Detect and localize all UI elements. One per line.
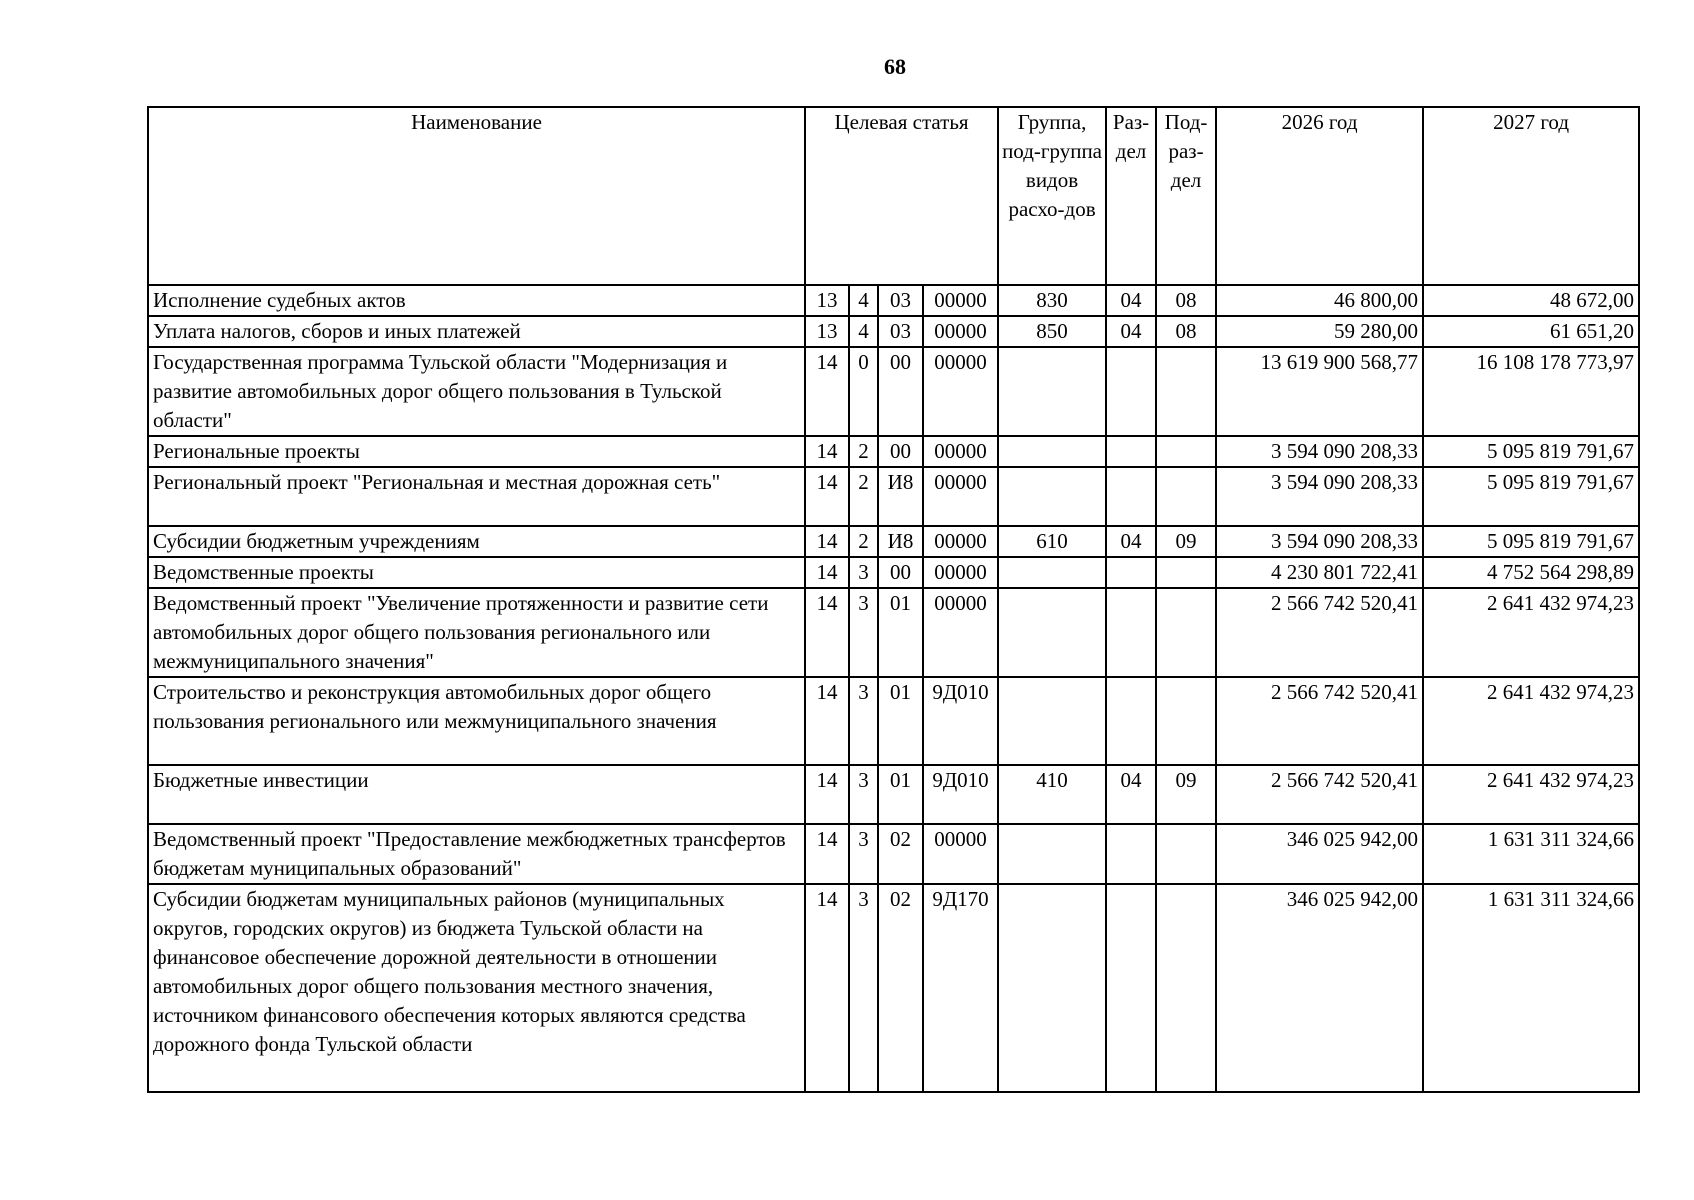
cell-subsection: 09 bbox=[1156, 765, 1216, 824]
cell-code-subprogram: 2 bbox=[849, 526, 878, 557]
cell-code-subprogram: 3 bbox=[849, 765, 878, 824]
cell-code-program: 14 bbox=[805, 588, 849, 677]
cell-amount-2027: 1 631 311 324,66 bbox=[1423, 884, 1639, 1092]
cell-amount-2027: 5 095 819 791,67 bbox=[1423, 467, 1639, 526]
cell-code-program: 14 bbox=[805, 526, 849, 557]
table-row bbox=[148, 526, 1639, 557]
cell-amount-2026: 346 025 942,00 bbox=[1216, 884, 1423, 1092]
cell-amount-2027: 61 651,20 bbox=[1423, 316, 1639, 347]
cell-name: Уплата налогов, сборов и иных платежей bbox=[148, 316, 805, 347]
cell-group bbox=[998, 557, 1106, 588]
cell-section bbox=[1106, 884, 1156, 1092]
table-row bbox=[148, 765, 1639, 824]
cell-group bbox=[998, 588, 1106, 677]
cell-code-program: 13 bbox=[805, 285, 849, 316]
cell-code-subprogram: 3 bbox=[849, 677, 878, 765]
cell-name: Ведомственные проекты bbox=[148, 557, 805, 588]
cell-subsection bbox=[1156, 347, 1216, 436]
cell-code-direction: 9Д010 bbox=[923, 765, 998, 824]
cell-amount-2026: 4 230 801 722,41 bbox=[1216, 557, 1423, 588]
cell-code-event: И8 bbox=[878, 526, 923, 557]
cell-amount-2027: 5 095 819 791,67 bbox=[1423, 526, 1639, 557]
cell-subsection: 08 bbox=[1156, 285, 1216, 316]
cell-code-direction: 00000 bbox=[923, 824, 998, 884]
cell-code-subprogram: 3 bbox=[849, 557, 878, 588]
cell-subsection bbox=[1156, 436, 1216, 467]
cell-amount-2026: 13 619 900 568,77 bbox=[1216, 347, 1423, 436]
header-name: Наименование bbox=[148, 107, 805, 285]
cell-section: 04 bbox=[1106, 526, 1156, 557]
cell-code-direction: 00000 bbox=[923, 526, 998, 557]
header-row bbox=[148, 107, 1639, 285]
cell-code-event: 02 bbox=[878, 884, 923, 1092]
cell-amount-2026: 2 566 742 520,41 bbox=[1216, 588, 1423, 677]
cell-amount-2026: 3 594 090 208,33 bbox=[1216, 436, 1423, 467]
table-row bbox=[148, 588, 1639, 677]
cell-code-event: 03 bbox=[878, 316, 923, 347]
cell-amount-2026: 59 280,00 bbox=[1216, 316, 1423, 347]
cell-code-subprogram: 3 bbox=[849, 824, 878, 884]
cell-code-direction: 00000 bbox=[923, 467, 998, 526]
cell-name: Исполнение судебных актов bbox=[148, 285, 805, 316]
cell-section bbox=[1106, 347, 1156, 436]
cell-subsection: 08 bbox=[1156, 316, 1216, 347]
cell-code-direction: 00000 bbox=[923, 316, 998, 347]
cell-amount-2026: 2 566 742 520,41 bbox=[1216, 765, 1423, 824]
cell-code-direction: 00000 bbox=[923, 588, 998, 677]
header-group: Группа, под-группа видов расхо-дов bbox=[998, 107, 1106, 285]
table-row bbox=[148, 557, 1639, 588]
cell-name: Региональные проекты bbox=[148, 436, 805, 467]
cell-name: Бюджетные инвестиции bbox=[148, 765, 805, 824]
cell-code-direction: 00000 bbox=[923, 347, 998, 436]
cell-group bbox=[998, 436, 1106, 467]
cell-code-subprogram: 0 bbox=[849, 347, 878, 436]
cell-group bbox=[998, 677, 1106, 765]
cell-group bbox=[998, 347, 1106, 436]
cell-code-event: 00 bbox=[878, 557, 923, 588]
cell-name: Строительство и реконструкция автомобильных дорог общего пользования регионального или межмуниципального значения bbox=[148, 677, 805, 765]
cell-amount-2027: 2 641 432 974,23 bbox=[1423, 765, 1639, 824]
cell-section bbox=[1106, 436, 1156, 467]
table-row bbox=[148, 677, 1639, 765]
cell-group: 850 bbox=[998, 316, 1106, 347]
table-row bbox=[148, 467, 1639, 526]
cell-code-program: 14 bbox=[805, 557, 849, 588]
cell-section bbox=[1106, 467, 1156, 526]
cell-subsection bbox=[1156, 588, 1216, 677]
page-number: 68 bbox=[884, 54, 906, 79]
cell-group: 610 bbox=[998, 526, 1106, 557]
cell-subsection bbox=[1156, 467, 1216, 526]
cell-code-subprogram: 3 bbox=[849, 588, 878, 677]
cell-code-direction: 00000 bbox=[923, 557, 998, 588]
cell-code-subprogram: 4 bbox=[849, 285, 878, 316]
table-row bbox=[148, 436, 1639, 467]
cell-section bbox=[1106, 824, 1156, 884]
cell-group bbox=[998, 824, 1106, 884]
cell-amount-2027: 48 672,00 bbox=[1423, 285, 1639, 316]
header-target-article: Целевая статья bbox=[805, 107, 998, 285]
cell-amount-2026: 3 594 090 208,33 bbox=[1216, 467, 1423, 526]
table-row bbox=[148, 884, 1639, 1092]
table-row bbox=[148, 824, 1639, 884]
cell-code-event: 01 bbox=[878, 588, 923, 677]
cell-code-event: 00 bbox=[878, 347, 923, 436]
table-row bbox=[148, 285, 1639, 316]
cell-code-subprogram: 2 bbox=[849, 436, 878, 467]
cell-subsection bbox=[1156, 677, 1216, 765]
cell-amount-2027: 5 095 819 791,67 bbox=[1423, 436, 1639, 467]
cell-section bbox=[1106, 677, 1156, 765]
cell-section bbox=[1106, 588, 1156, 677]
cell-amount-2026: 3 594 090 208,33 bbox=[1216, 526, 1423, 557]
cell-code-subprogram: 2 bbox=[849, 467, 878, 526]
cell-name: Субсидии бюджетам муниципальных районов (муниципальных округов, городских округов) из бюджета Тульской области на финансовое обеспечение дорожной деятельности в отношении автомобильных дорог общего пользования местного значения, источником финансового обеспечения которых являются средства дорожного фонда Тульской области bbox=[148, 884, 805, 1092]
cell-section: 04 bbox=[1106, 316, 1156, 347]
header-year-2026: 2026 год bbox=[1216, 107, 1423, 285]
cell-code-event: 02 bbox=[878, 824, 923, 884]
cell-group: 830 bbox=[998, 285, 1106, 316]
cell-amount-2027: 2 641 432 974,23 bbox=[1423, 677, 1639, 765]
header-section: Раз-дел bbox=[1106, 107, 1156, 285]
cell-amount-2026: 2 566 742 520,41 bbox=[1216, 677, 1423, 765]
cell-code-program: 14 bbox=[805, 347, 849, 436]
table-body bbox=[148, 285, 1639, 1092]
cell-code-program: 14 bbox=[805, 765, 849, 824]
cell-code-program: 14 bbox=[805, 824, 849, 884]
cell-group bbox=[998, 884, 1106, 1092]
cell-code-program: 13 bbox=[805, 316, 849, 347]
cell-subsection: 09 bbox=[1156, 526, 1216, 557]
cell-code-event: 01 bbox=[878, 677, 923, 765]
table-row bbox=[148, 347, 1639, 436]
cell-code-direction: 9Д010 bbox=[923, 677, 998, 765]
cell-subsection bbox=[1156, 884, 1216, 1092]
cell-name: Ведомственный проект "Увеличение протяженности и развитие сети автомобильных дорог общего пользования регионального или межмуниципального значения" bbox=[148, 588, 805, 677]
cell-amount-2027: 4 752 564 298,89 bbox=[1423, 557, 1639, 588]
cell-section: 04 bbox=[1106, 765, 1156, 824]
cell-code-event: 00 bbox=[878, 436, 923, 467]
cell-code-direction: 00000 bbox=[923, 285, 998, 316]
cell-amount-2027: 16 108 178 773,97 bbox=[1423, 347, 1639, 436]
cell-code-subprogram: 4 bbox=[849, 316, 878, 347]
cell-subsection bbox=[1156, 557, 1216, 588]
cell-code-direction: 00000 bbox=[923, 436, 998, 467]
cell-section bbox=[1106, 557, 1156, 588]
cell-amount-2026: 346 025 942,00 bbox=[1216, 824, 1423, 884]
cell-name: Государственная программа Тульской области "Модернизация и развитие автомобильных дорог общего пользования в Тульской области" bbox=[148, 347, 805, 436]
cell-amount-2026: 46 800,00 bbox=[1216, 285, 1423, 316]
cell-code-program: 14 bbox=[805, 436, 849, 467]
cell-code-event: И8 bbox=[878, 467, 923, 526]
budget-table bbox=[147, 106, 1640, 1093]
cell-name: Ведомственный проект "Предоставление межбюджетных трансфертов бюджетам муниципальных образований" bbox=[148, 824, 805, 884]
cell-code-event: 03 bbox=[878, 285, 923, 316]
cell-subsection bbox=[1156, 824, 1216, 884]
cell-group bbox=[998, 467, 1106, 526]
table-row bbox=[148, 316, 1639, 347]
cell-name: Региональный проект "Региональная и местная дорожная сеть" bbox=[148, 467, 805, 526]
cell-group: 410 bbox=[998, 765, 1106, 824]
cell-amount-2027: 2 641 432 974,23 bbox=[1423, 588, 1639, 677]
cell-code-subprogram: 3 bbox=[849, 884, 878, 1092]
cell-code-program: 14 bbox=[805, 677, 849, 765]
header-year-2027: 2027 год bbox=[1423, 107, 1639, 285]
header-subsection: Под-раз-дел bbox=[1156, 107, 1216, 285]
cell-code-direction: 9Д170 bbox=[923, 884, 998, 1092]
cell-code-program: 14 bbox=[805, 467, 849, 526]
cell-name: Субсидии бюджетным учреждениям bbox=[148, 526, 805, 557]
cell-amount-2027: 1 631 311 324,66 bbox=[1423, 824, 1639, 884]
cell-section: 04 bbox=[1106, 285, 1156, 316]
cell-code-event: 01 bbox=[878, 765, 923, 824]
cell-code-program: 14 bbox=[805, 884, 849, 1092]
